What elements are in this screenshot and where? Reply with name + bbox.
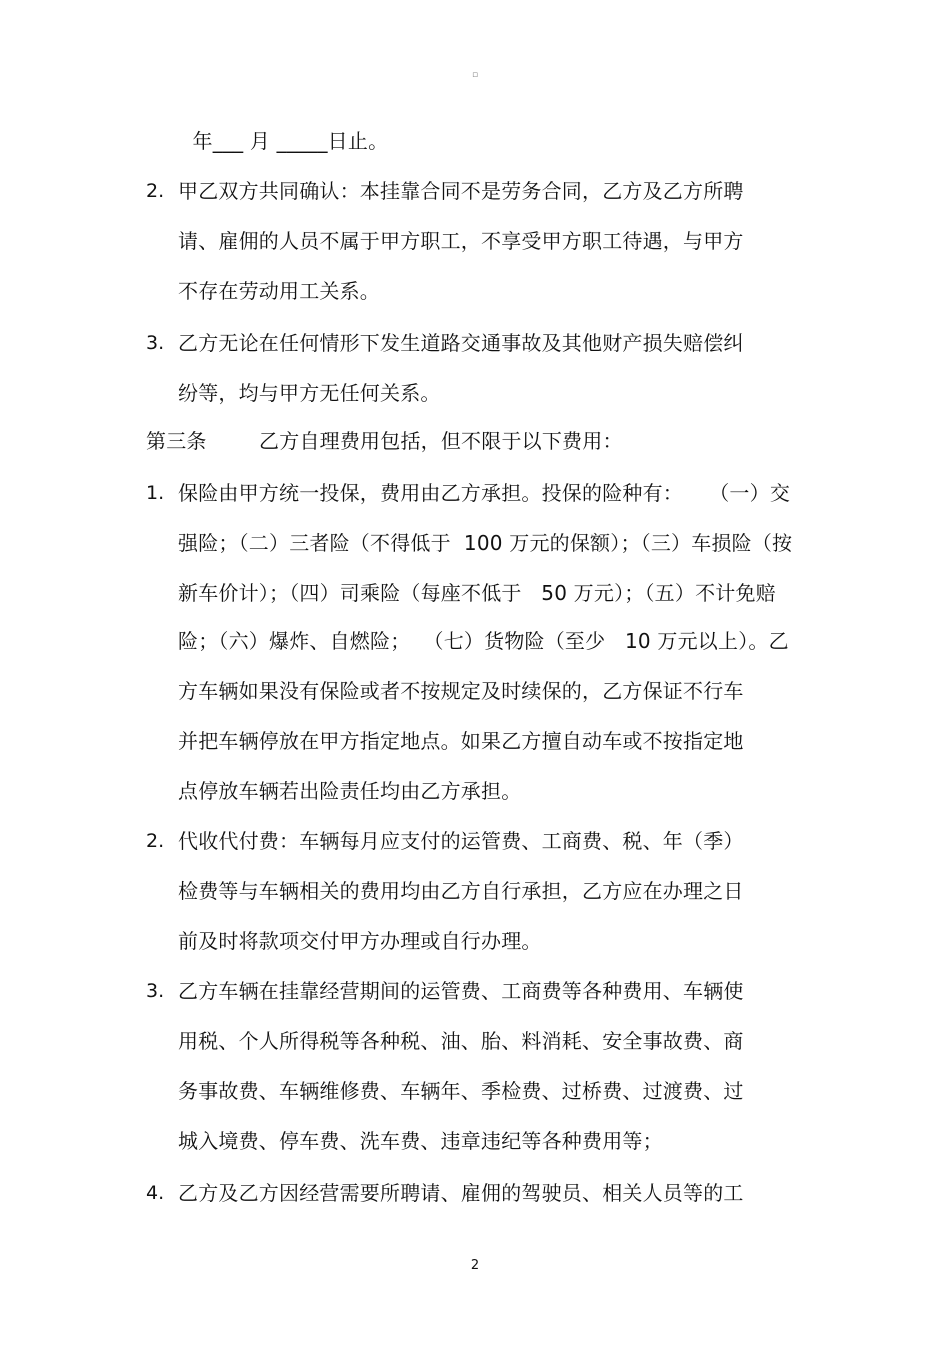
header-mark: ▫ [471, 70, 479, 80]
text-line: 不存在劳动用工关系。 [178, 279, 380, 303]
text-line: 乙方无论在任何情形下发生道路交通事故及其他财产损失赔偿纠 [178, 331, 744, 355]
text-line: 年___ 月 _____日止。 [186, 129, 389, 153]
text-line: 检费等与车辆相关的费用均由乙方自行承担，乙方应在办理之日 [178, 879, 744, 903]
text-line: 请、雇佣的人员不属于甲方职工，不享受甲方职工待遇，与甲方 [178, 229, 744, 253]
text-line: 保险由甲方统一投保，费用由乙方承担。投保的险种有： （一）交 [178, 481, 791, 505]
list-number: 4. [146, 1182, 165, 1204]
text-line: 前及时将款项交付甲方办理或自行办理。 [178, 929, 542, 953]
text-line: 用税、个人所得税等各种税、油、胎、料消耗、安全事故费、商 [178, 1029, 744, 1053]
list-number: 3. [146, 980, 165, 1002]
text-line: 险；（六）爆炸、自燃险； （七）货物险（至少 10 万元以上）。乙 [178, 629, 789, 653]
text-line: 点停放车辆若出险责任均由乙方承担。 [178, 779, 522, 803]
text-line: 务事故费、车辆维修费、车辆年、季检费、过桥费、过渡费、过 [178, 1079, 744, 1103]
text-line: 乙方车辆在挂靠经营期间的运管费、工商费等各种费用、车辆使 [178, 979, 744, 1003]
list-number: 2. [146, 830, 165, 852]
article-heading: 第三条 乙方自理费用包括，但不限于以下费用： [146, 429, 623, 453]
text-line: 方车辆如果没有保险或者不按规定及时续保的，乙方保证不行车 [178, 679, 744, 703]
text-line: 代收代付费：车辆每月应支付的运管费、工商费、税、年（季） [178, 829, 744, 853]
page-number: 2 [470, 1258, 480, 1273]
list-number: 3. [146, 332, 165, 354]
text-line: 乙方及乙方因经营需要所聘请、雇佣的驾驶员、相关人员等的工 [178, 1181, 744, 1205]
text-line: 并把车辆停放在甲方指定地点。如果乙方擅自动车或不按指定地 [178, 729, 744, 753]
text-line: 纷等，均与甲方无任何关系。 [178, 381, 441, 405]
text-line: 城入境费、停车费、洗车费、违章违纪等各种费用等； [178, 1129, 663, 1153]
list-number: 1. [146, 482, 165, 504]
text-line: 强险；（二）三者险（不得低于 100 万元的保额）；（三）车损险（按 [178, 531, 793, 555]
list-number: 2. [146, 180, 165, 202]
text-line: 新车价计）；（四）司乘险（每座不低于 50 万元）；（五）不计免赔 [178, 581, 776, 605]
text-line: 甲乙双方共同确认：本挂靠合同不是劳务合同，乙方及乙方所聘 [178, 179, 744, 203]
